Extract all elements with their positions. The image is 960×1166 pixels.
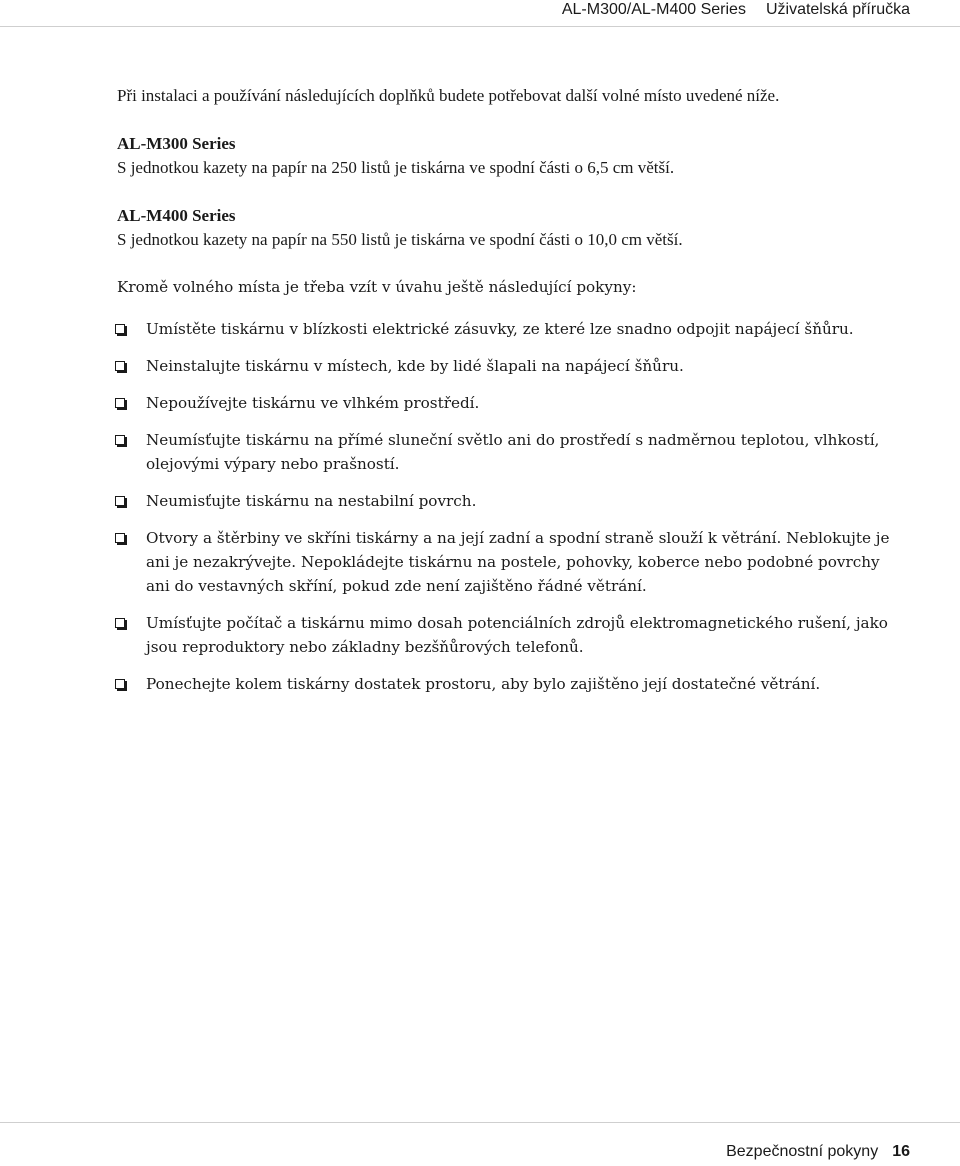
page-content	[117, 84, 897, 709]
guidelines-list	[115, 317, 897, 696]
list-item	[115, 354, 897, 378]
list-item-text: Neumísťujte tiskárnu na přímé sluneční světlo ani do prostředí s nadměrnou teplotou, vlhkostí, olejovými výpary nebo prašností.	[146, 431, 880, 473]
series-block-al-m300	[117, 132, 897, 180]
header-guide-title: Uživatelská příručka	[765, 1, 910, 18]
checkbox-bullet-icon	[115, 533, 125, 543]
page-footer	[0, 1122, 960, 1166]
intro-paragraph: Při instalaci a používání následujících doplňků budete potřebovat další volné místo uvedené níže.	[117, 86, 780, 105]
list-item-text: Neumisťujte tiskárnu na nestabilní povrch.	[146, 492, 477, 510]
series-title: AL-M400 Series	[117, 206, 236, 225]
list-item-text: Umísťujte počítač a tiskárnu mimo dosah potenciálních zdrojů elektromagnetického rušení, jako jsou reproduktory nebo základny bezšňůrových telefonů.	[146, 614, 888, 656]
series-block-al-m400	[117, 204, 897, 252]
series-text: S jednotkou kazety na papír na 250 listů je tiskárna ve spodní části o 6,5 cm větší.	[117, 158, 675, 177]
footer-text	[726, 1142, 910, 1162]
list-item	[115, 526, 897, 598]
footer-section-title: Bezpečnostní pokyny	[726, 1143, 879, 1160]
header-text	[562, 0, 910, 20]
list-item	[115, 489, 897, 513]
list-item-text: Otvory a štěrbiny ve skříni tiskárny a na její zadní a spodní straně slouží k větrání. Neblokujte je ani je nezakrývejte. Nepokládejte tiskárnu na postele, pohovky, koberce nebo podobné povrchy ani do vestavných skříní, pokud zde není zajištěno řádné větrání.	[146, 529, 890, 595]
list-item-text: Ponechejte kolem tiskárny dostatek prostoru, aby bylo zajištěno její dostatečné větrání.	[146, 675, 821, 693]
checkbox-bullet-icon	[115, 618, 125, 628]
checkbox-bullet-icon	[115, 398, 125, 408]
checkbox-bullet-icon	[115, 435, 125, 445]
list-item-text: Umístěte tiskárnu v blízkosti elektrické zásuvky, ze které lze snadno odpojit napájecí šňůru.	[146, 320, 854, 338]
series-text: S jednotkou kazety na papír na 550 listů je tiskárna ve spodní části o 10,0 cm větší.	[117, 230, 683, 249]
checkbox-bullet-icon	[115, 361, 125, 371]
header-model: AL-M300/AL-M400 Series	[561, 1, 746, 18]
list-item-text: Neinstalujte tiskárnu v místech, kde by lidé šlapali na napájecí šňůru.	[146, 357, 684, 375]
checkbox-bullet-icon	[115, 324, 125, 334]
list-item	[115, 428, 897, 476]
list-item	[115, 391, 897, 415]
page-header	[0, 0, 960, 27]
checkbox-bullet-icon	[115, 679, 125, 689]
list-item	[115, 317, 897, 341]
list-item	[115, 672, 897, 696]
series-title: AL-M300 Series	[117, 134, 236, 153]
page-number: 16	[892, 1143, 910, 1160]
list-item	[115, 611, 897, 659]
guidelines-intro: Kromě volného místa je třeba vzít v úvahu ještě následující pokyny:	[117, 278, 637, 296]
list-item-text: Nepoužívejte tiskárnu ve vlhkém prostředí.	[146, 394, 480, 412]
checkbox-bullet-icon	[115, 496, 125, 506]
